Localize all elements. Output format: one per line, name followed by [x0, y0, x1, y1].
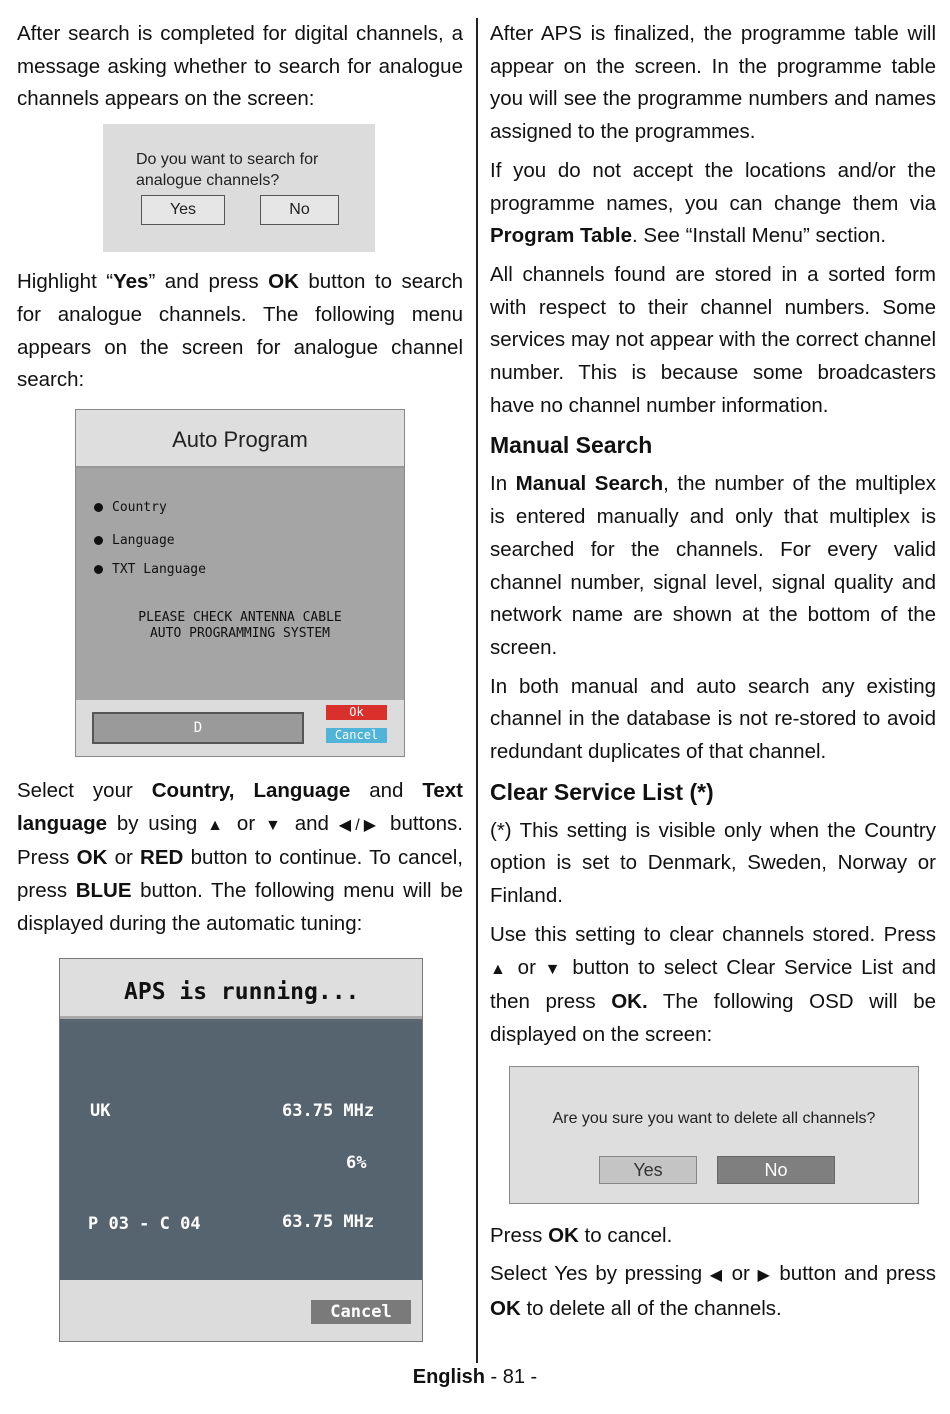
menu-item-country[interactable]: Country [94, 500, 167, 515]
no-button[interactable]: No [260, 195, 339, 225]
aps-body [60, 1022, 422, 1280]
auto-program-body [76, 468, 404, 700]
paragraph-select-country: Select your Country, Language and Text language by using ▲ or ▼ and ◀/▶ buttons. Press OK or RED button to continue. To cancel, press BLUE button. The following menu will be displayed during the automatic tuning: [17, 778, 463, 935]
auto-program-menu [75, 409, 405, 757]
value-field[interactable]: D [92, 712, 304, 744]
paragraph-visible-only: (*) This setting is visible only when the Country option is set to Denmark, Sweden, Norway or Finland. [490, 818, 936, 908]
paragraph-after-aps: After APS is finalized, the programme table will appear on the screen. In the programme table you will see the programme numbers and names assigned to the programmes. [490, 22, 936, 144]
down-arrow-icon: ▼ [264, 816, 285, 834]
up-arrow-icon: ▲ [207, 816, 228, 834]
right-arrow-icon: ▶ [757, 1267, 772, 1285]
paragraph-press-ok: Press OK to cancel. [490, 1223, 673, 1247]
aps-footer [60, 1280, 422, 1341]
column-divider [476, 18, 478, 1363]
heading-manual-search: Manual Search [490, 432, 653, 459]
paragraph-program-table: If you do not accept the locations and/or the programme names, you can change them via Program Table. See “Install Menu” section. [490, 158, 936, 248]
aps-frequency: 63.75 MHz [282, 1101, 375, 1122]
right-column [490, 18, 936, 1332]
left-arrow-icon: ◀ [709, 1267, 724, 1285]
auto-program-footer [76, 700, 404, 756]
menu-item-txt-language[interactable]: TXT Language [94, 562, 206, 577]
no-button[interactable]: No [717, 1156, 835, 1184]
yes-button[interactable]: Yes [599, 1156, 697, 1184]
analogue-search-dialog [103, 124, 375, 252]
page-footer [0, 1366, 950, 1389]
aps-running-screen [59, 958, 423, 1342]
left-right-arrow-icon: ◀/▶ [338, 816, 381, 834]
aps-title: APS is running... [60, 959, 422, 1019]
antenna-message: PLEASE CHECK ANTENNA CABLE AUTO PROGRAMMING SYSTEM [138, 609, 342, 641]
paragraph-after-search: After search is completed for digital channels, a message asking whether to search for analogue channels appears on the screen: [17, 22, 463, 111]
paragraph-channels-sorted: All channels found are stored in a sorted form with respect to their channel numbers. Some services may not appear with the correct channel number. This is because some broadcasters have no channel number information. [490, 262, 936, 417]
left-column [17, 18, 463, 1342]
yes-button[interactable]: Yes [141, 195, 225, 225]
bullet-icon [94, 503, 103, 512]
paragraph-select-yes: Select Yes by pressing ◀ or ▶ button and press OK to delete all of the channels. [490, 1262, 936, 1321]
cancel-button[interactable]: Cancel [326, 728, 387, 743]
heading-clear-service-list: Clear Service List (*) [490, 778, 714, 805]
paragraph-highlight-yes: Highlight “Yes” and press OK button to search for analogue channels. The following menu appears on the screen for analogue channel search: [17, 270, 463, 392]
down-arrow-icon: ▼ [544, 960, 564, 978]
page-number: - 81 - [484, 1366, 538, 1388]
paragraph-clear-channels: Use this setting to clear channels stored. Press ▲ or ▼ button to select Clear Service List and then press OK. The following OSD will be displayed on the screen: [490, 922, 936, 1046]
delete-question: Are you sure you want to delete all channels? [552, 1109, 876, 1127]
aps-cancel-button[interactable]: Cancel [311, 1300, 411, 1324]
menu-item-language[interactable]: Language [94, 533, 175, 548]
ok-button[interactable]: Ok [326, 705, 387, 720]
aps-country: UK [90, 1101, 111, 1122]
dialog-question: Do you want to search for analogue channels? [136, 151, 319, 190]
up-arrow-icon: ▲ [490, 960, 509, 978]
bullet-icon [94, 536, 103, 545]
paragraph-manual-search: In Manual Search, the number of the multiplex is entered manually and only that multiplex is searched for the channels. For every valid channel number, signal level, signal quality and network name are shown at the bottom of the screen. [490, 472, 936, 659]
aps-channel: P 03 - C 04 [88, 1214, 201, 1235]
aps-progress-percent: 6% [346, 1153, 367, 1174]
delete-channels-dialog [509, 1066, 919, 1204]
bullet-icon [94, 565, 103, 574]
aps-channel-frequency: 63.75 MHz [282, 1212, 375, 1233]
paragraph-duplicates: In both manual and auto search any existing channel in the database is not re-stored to avoid redundant duplicates of that channel. [490, 674, 936, 764]
footer-language: English [412, 1366, 485, 1388]
auto-program-title: Auto Program [76, 410, 404, 468]
